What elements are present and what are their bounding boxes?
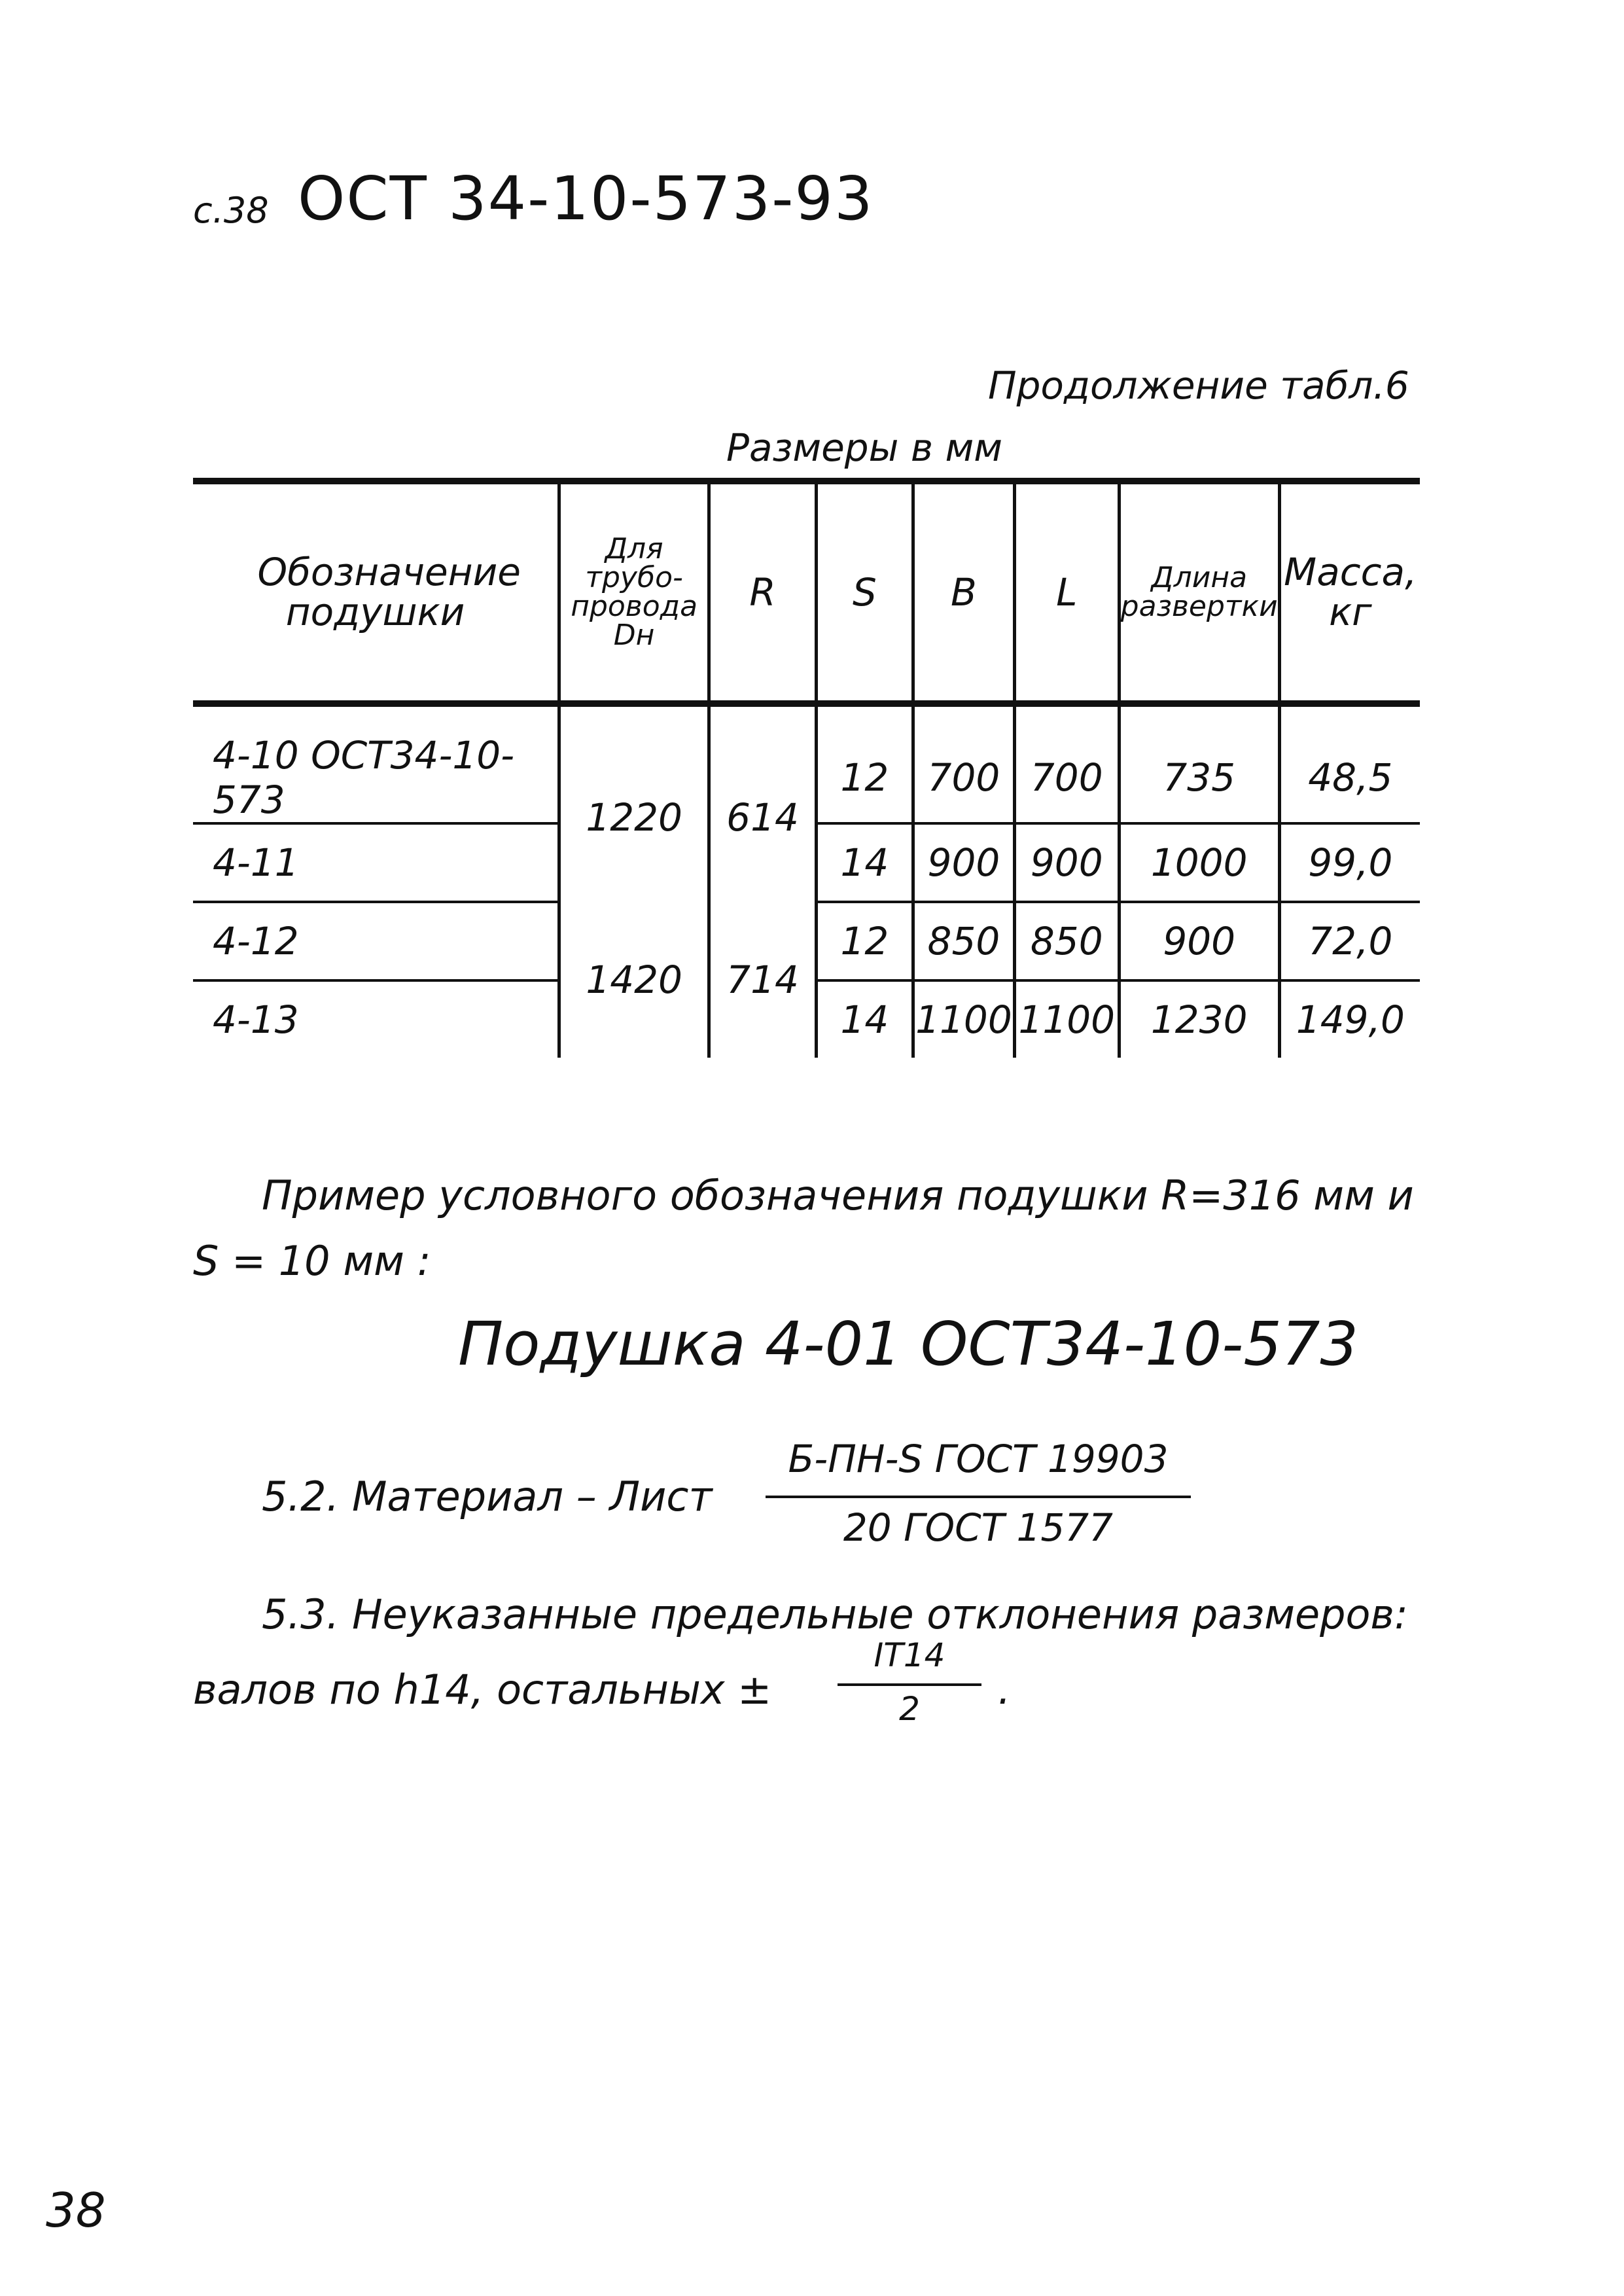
col-mass-line1: Масса, [1284, 550, 1417, 595]
table-header-row [193, 481, 1420, 704]
col-s: S [816, 481, 913, 704]
col-r: R [709, 481, 817, 704]
cell-dn: 1420 [559, 902, 709, 1058]
tolerances-line1: 5.3. Неуказанные предельные отклонения размеров: [262, 1590, 1408, 1638]
table-units: Размеры в мм [726, 425, 1002, 470]
cell-designation: 4-12 [193, 902, 559, 980]
table-spacer [193, 704, 1420, 733]
cell-designation: 4-13 [213, 997, 299, 1042]
tolerances-end: . [998, 1666, 1011, 1713]
cell-s: 12 [816, 733, 913, 823]
col-pipe-dn [559, 481, 709, 704]
cell-mass: 99,0 [1279, 823, 1420, 902]
tolerance-fraction [838, 1636, 981, 1754]
page-number: 38 [46, 2183, 106, 2238]
cell-l: 900 [1014, 823, 1119, 902]
example-text-line1: Пример условного обозначения подушки R=316 мм и [262, 1172, 1414, 1219]
example-text-line2: S = 10 мм : [193, 1237, 431, 1285]
col-pipe-dn-line4: Dн [613, 619, 655, 652]
cell-mass: 72,0 [1279, 902, 1420, 980]
cell-b: 900 [913, 823, 1014, 902]
cell-mass: 149,0 [1279, 980, 1420, 1058]
cell-r: 714 [709, 902, 817, 1058]
cell-b: 850 [913, 902, 1014, 980]
col-l: L [1014, 481, 1119, 704]
cell-l: 1100 [1014, 980, 1119, 1058]
material-label: 5.2. Материал – Лист [262, 1473, 713, 1520]
cushion-table [193, 478, 1420, 1058]
cell-s: 14 [816, 980, 913, 1058]
cell-mass: 48,5 [1279, 733, 1420, 823]
col-pipe-dn-line3: провода [571, 590, 698, 623]
cell-dev: 900 [1119, 902, 1279, 980]
material-fraction-bar [766, 1496, 1191, 1498]
table-continuation: Продолжение табл.6 [988, 363, 1409, 408]
material-numerator: Б-ПН-S ГОСТ 19903 [788, 1437, 1169, 1481]
tolerance-fraction-bar [838, 1683, 981, 1686]
cell-s: 12 [816, 902, 913, 980]
tolerances-line2: валов по h14, остальных ± [193, 1666, 772, 1713]
table-row [193, 902, 1420, 980]
material-fraction [766, 1437, 1191, 1568]
col-dev-line1: Длина [1151, 561, 1248, 594]
col-developed-length [1119, 481, 1279, 704]
cell-designation: 4-11 [193, 823, 559, 902]
tolerance-denominator: 2 [899, 1690, 920, 1728]
cell-r: 614 [709, 733, 817, 902]
col-designation [193, 481, 559, 704]
example-designation: Подушка 4-01 ОСТ34-10-573 [458, 1309, 1358, 1379]
tolerance-numerator: IT14 [874, 1636, 945, 1674]
col-designation-label: Обозначение подушки [257, 550, 521, 634]
cell-s: 14 [816, 823, 913, 902]
cell-b: 1100 [913, 980, 1014, 1058]
cell-l: 700 [1014, 733, 1119, 823]
col-pipe-dn-line2: трубо- [585, 561, 683, 594]
col-b: B [913, 481, 1014, 704]
cell-designation: 4-10 ОСТ34-10-573 [193, 733, 559, 823]
cell-dn: 1220 [559, 733, 709, 902]
standard-number: ОСТ 34-10-573-93 [298, 164, 874, 234]
col-mass-line2: кг [1329, 590, 1372, 634]
table-row [193, 733, 1420, 823]
col-mass [1279, 481, 1420, 704]
material-denominator: 20 ГОСТ 1577 [843, 1505, 1114, 1550]
col-pipe-dn-line1: Для [605, 532, 663, 565]
cell-dev: 1230 [1119, 980, 1279, 1058]
col-dev-line2: развертки [1120, 590, 1278, 623]
cell-l: 850 [1014, 902, 1119, 980]
cell-dev: 1000 [1119, 823, 1279, 902]
cell-dev: 735 [1119, 733, 1279, 823]
cell-b: 700 [913, 733, 1014, 823]
page-ref: с.38 [193, 190, 269, 231]
